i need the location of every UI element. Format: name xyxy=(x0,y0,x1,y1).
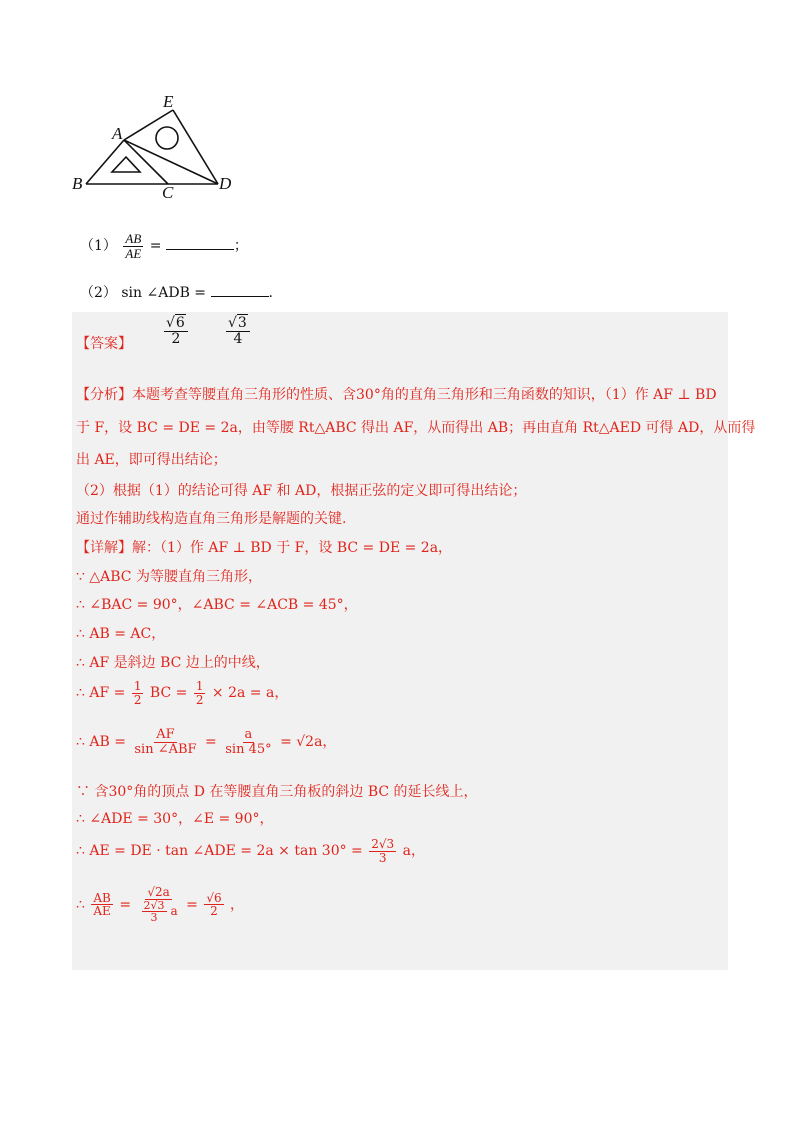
detail-line-5: ∴ AF 是斜边 BC 边上的中线， xyxy=(76,655,270,671)
answer-1: $\frac{√6}{2}$ xyxy=(164,316,188,346)
segment-AE xyxy=(124,110,173,140)
detail-line-4: ∴ AB = AC， xyxy=(76,626,166,642)
analysis-line-2: 于 F，设 BC = DE = 2a，由等腰 Rt△ABC 得出 AF，从而得出 AB；再由直角 Rt△AED 可得 AD，从而得 xyxy=(76,420,756,436)
inner-triangle-hole xyxy=(112,157,140,172)
answer-blank-1[interactable] xyxy=(166,249,234,250)
detail-line-1: 【详解】解：（1）作 AF ⊥ BD 于 F，设 BC = DE = 2a， xyxy=(76,540,453,556)
inner-circle-hole xyxy=(156,127,178,149)
detail-line-9: ∴ ∠ADE = 30°，∠E = 90°， xyxy=(76,811,274,827)
detail-line-11: ∴ $\frac{AB}{AE}$ = √2a $\frac{2√3}{3}$ a = $\frac{√6}{2}$ ， xyxy=(76,885,245,925)
answer-2: $\frac{√3}{4}$ xyxy=(226,316,250,346)
answer-panel xyxy=(72,312,728,970)
detail-line-10: ∴ AE = DE · tan ∠ADE = 2a × tan 30° = $\frac{2√3}{3}$ a， xyxy=(76,837,425,865)
segment-AB xyxy=(86,140,124,184)
analysis-line-3: 出 AE，即可得出结论； xyxy=(76,452,227,468)
detail-line-2: ∵ △ABC 为等腰直角三角形， xyxy=(76,569,262,585)
detail-line-3: ∴ ∠BAC = 90°，∠ABC = ∠ACB = 45°， xyxy=(76,597,358,613)
label-A: A xyxy=(112,124,123,143)
detail-line-7: ∴ AB = $\frac{AF}{\text{sin ∠ABF}}$ = $\frac{a}{\sin 45^\circ}$ = √2a， xyxy=(76,727,337,757)
answer-blank-2[interactable] xyxy=(211,296,269,297)
detail-line-8: ∵ 含30°角的顶点 D 在等腰直角三角板的斜边 BC 的延长线上， xyxy=(76,784,478,800)
label-C: C xyxy=(162,183,174,202)
answer-label: 【答案】 xyxy=(76,336,132,352)
label-B: B xyxy=(72,174,83,193)
detail-line-6: ∴ AF = $\frac{1}{2}$ BC = $\frac{1}{2}$ × 2a = a， xyxy=(76,679,289,707)
label-D: D xyxy=(219,174,232,193)
analysis-line-1: 【分析】本题考查等腰直角三角形的性质、含30°角的直角三角形和三角函数的知识，（1）作 AF ⊥ BD xyxy=(76,387,717,403)
question-1: （1） $\frac{AB}{AE}$ = ； xyxy=(80,231,248,261)
label-E: E xyxy=(163,92,174,111)
analysis-line-4: （2）根据（1）的结论可得 AF 和 AD，根据正弦的定义即可得出结论； xyxy=(76,483,527,499)
analysis-line-5: 通过作辅助线构造直角三角形是解题的关键. xyxy=(76,511,347,527)
question-2: （2） sin ∠ADB = . xyxy=(80,285,273,301)
